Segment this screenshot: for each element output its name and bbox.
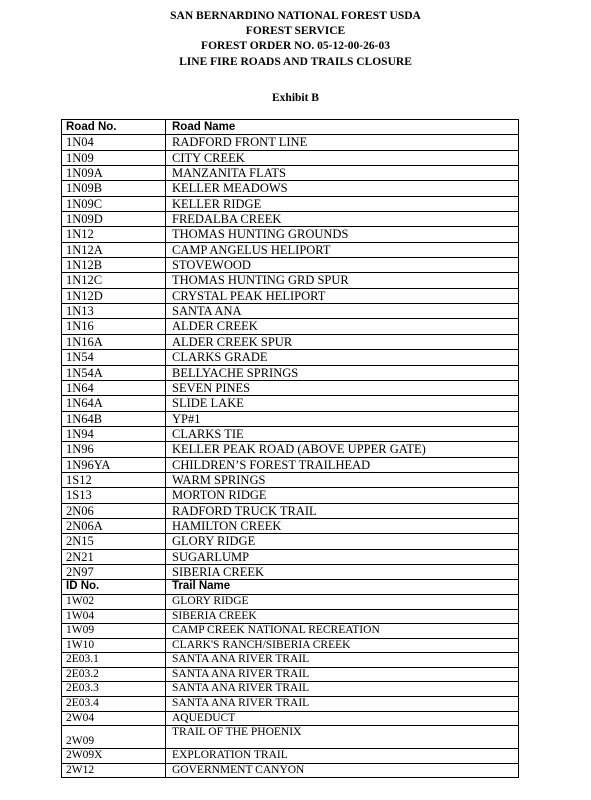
trail-row-id: 2E03.2	[62, 667, 166, 682]
trail-row-name: GLORY RIDGE	[166, 594, 519, 609]
trail-name-header: Trail Name	[166, 580, 519, 595]
road-no-header: Road No.	[62, 120, 166, 135]
road-row-name: BELLYACHE SPRINGS	[166, 365, 519, 380]
road-row	[62, 273, 519, 288]
closure-table	[61, 119, 519, 778]
trail-row-name: EXPLORATION TRAIL	[166, 749, 519, 764]
trail-row-id: 1W09	[62, 624, 166, 639]
road-row-id: 1N94	[62, 426, 166, 441]
trail-row-id: 2W09X	[62, 749, 166, 764]
trail-row-id: 1W02	[62, 594, 166, 609]
road-row-name: YP#1	[166, 411, 519, 426]
road-row	[62, 181, 519, 196]
road-row-name: CLARKS TIE	[166, 426, 519, 441]
road-row-name: KELLER RIDGE	[166, 196, 519, 211]
road-row	[62, 488, 519, 503]
trail-row-name: SANTA ANA RIVER TRAIL	[166, 697, 519, 712]
trail-row	[62, 726, 519, 749]
trail-row-id: 2W04	[62, 711, 166, 726]
road-row-id: 1N09	[62, 150, 166, 165]
road-row-id: 2N06	[62, 503, 166, 518]
road-row	[62, 304, 519, 319]
road-row-name: CLARKS GRADE	[166, 350, 519, 365]
trail-id-header: ID No.	[62, 580, 166, 595]
roads-header-row	[62, 120, 519, 135]
road-row	[62, 288, 519, 303]
trail-row-name: CLARK'S RANCH/SIBERIA CREEK	[166, 638, 519, 653]
trails-section	[62, 580, 519, 778]
trail-row-id: 2W12	[62, 763, 166, 778]
road-row-id: 2N15	[62, 534, 166, 549]
road-row-name: STOVEWOOD	[166, 258, 519, 273]
road-row-id: 1S12	[62, 472, 166, 487]
road-row-name: MORTON RIDGE	[166, 488, 519, 503]
trail-row-name: SANTA ANA RIVER TRAIL	[166, 667, 519, 682]
road-row-name: FREDALBA CREEK	[166, 212, 519, 227]
road-row-name: ALDER CREEK SPUR	[166, 334, 519, 349]
road-row-id: 1N54A	[62, 365, 166, 380]
road-row-id: 1N09D	[62, 212, 166, 227]
road-row-id: 1N64B	[62, 411, 166, 426]
road-row	[62, 242, 519, 257]
road-row-name: SUGARLUMP	[166, 549, 519, 564]
road-row-name: CRYSTAL PEAK HELIPORT	[166, 288, 519, 303]
trail-row-id: 2W09	[62, 726, 166, 749]
road-row-id: 1N64	[62, 380, 166, 395]
road-row-name: GLORY RIDGE	[166, 534, 519, 549]
road-row-id: 1N12D	[62, 288, 166, 303]
road-row-name: SANTA ANA	[166, 304, 519, 319]
trail-row-id: 2E03.4	[62, 697, 166, 712]
trails-header-row	[62, 580, 519, 595]
trail-row-name: CAMP CREEK NATIONAL RECREATION	[166, 624, 519, 639]
trail-row	[62, 697, 519, 712]
road-row	[62, 396, 519, 411]
road-row-id: 1N09B	[62, 181, 166, 196]
road-row	[62, 212, 519, 227]
road-row-id: 1N13	[62, 304, 166, 319]
road-row	[62, 150, 519, 165]
road-row-name: SEVEN PINES	[166, 380, 519, 395]
exhibit-label: Exhibit B	[272, 92, 319, 104]
road-row-name: WARM SPRINGS	[166, 472, 519, 487]
trail-row-id: 1W04	[62, 609, 166, 624]
road-row-id: 1N96YA	[62, 457, 166, 472]
road-row	[62, 534, 519, 549]
trail-row	[62, 638, 519, 653]
road-row	[62, 442, 519, 457]
road-row	[62, 426, 519, 441]
road-row-id: 1N12A	[62, 242, 166, 257]
header-order-number: FOREST ORDER NO. 05-12-00-26-03	[201, 40, 390, 53]
road-row	[62, 135, 519, 150]
trail-row	[62, 653, 519, 668]
road-row-name: MANZANITA FLATS	[166, 166, 519, 181]
road-row-id: 2N21	[62, 549, 166, 564]
road-row-id: 1N16A	[62, 334, 166, 349]
road-row-id: 2N06A	[62, 518, 166, 533]
road-row-id: 1N54	[62, 350, 166, 365]
trail-row-name: AQUEDUCT	[166, 711, 519, 726]
trail-row-id: 2E03.1	[62, 653, 166, 668]
road-row	[62, 472, 519, 487]
header-order-title: LINE FIRE ROADS AND TRAILS CLOSURE	[179, 55, 412, 68]
trail-row-name: GOVERNMENT CANYON	[166, 763, 519, 778]
trail-row-name: SIBERIA CREEK	[166, 609, 519, 624]
header-service: FOREST SERVICE	[245, 25, 346, 38]
road-row-name: CHILDREN’S FOREST TRAILHEAD	[166, 457, 519, 472]
road-row	[62, 549, 519, 564]
road-row-id: 1N12	[62, 227, 166, 242]
trail-row-name: SANTA ANA RIVER TRAIL	[166, 653, 519, 668]
document-header	[0, 9, 591, 70]
road-name-header: Road Name	[166, 120, 519, 135]
road-row	[62, 564, 519, 579]
trail-row	[62, 609, 519, 624]
road-row	[62, 457, 519, 472]
road-row	[62, 350, 519, 365]
road-row	[62, 518, 519, 533]
road-row-name: KELLER MEADOWS	[166, 181, 519, 196]
road-row-id: 2N97	[62, 564, 166, 579]
road-row-name: HAMILTON CREEK	[166, 518, 519, 533]
road-row-id: 1N64A	[62, 396, 166, 411]
road-row	[62, 503, 519, 518]
road-row	[62, 411, 519, 426]
road-row-id: 1N12B	[62, 258, 166, 273]
road-row-name: SLIDE LAKE	[166, 396, 519, 411]
road-row	[62, 258, 519, 273]
trail-row-name: SANTA ANA RIVER TRAIL	[166, 682, 519, 697]
road-row-id: 1N09A	[62, 166, 166, 181]
road-row	[62, 365, 519, 380]
road-row	[62, 334, 519, 349]
road-row	[62, 319, 519, 334]
header-agency: SAN BERNARDINO NATIONAL FOREST USDA	[170, 10, 421, 22]
trail-row	[62, 763, 519, 778]
trail-row-id: 2E03.3	[62, 682, 166, 697]
road-row-id: 1N09C	[62, 196, 166, 211]
road-row-name: THOMAS HUNTING GRD SPUR	[166, 273, 519, 288]
road-row	[62, 380, 519, 395]
road-row-name: CAMP ANGELUS HELIPORT	[166, 242, 519, 257]
road-row-name: RADFORD FRONT LINE	[166, 135, 519, 150]
road-row-name: KELLER PEAK ROAD (ABOVE UPPER GATE)	[166, 442, 519, 457]
roads-section	[62, 120, 519, 580]
trail-row	[62, 749, 519, 764]
road-row-id: 1S13	[62, 488, 166, 503]
road-row	[62, 196, 519, 211]
trail-row	[62, 624, 519, 639]
trail-row	[62, 711, 519, 726]
road-row-name: CITY CREEK	[166, 150, 519, 165]
road-row-name: SIBERIA CREEK	[166, 564, 519, 579]
road-row-name: RADFORD TRUCK TRAIL	[166, 503, 519, 518]
road-row-name: THOMAS HUNTING GROUNDS	[166, 227, 519, 242]
road-row-id: 1N16	[62, 319, 166, 334]
road-row-name: ALDER CREEK	[166, 319, 519, 334]
road-row	[62, 227, 519, 242]
road-row-id: 1N12C	[62, 273, 166, 288]
road-row-id: 1N96	[62, 442, 166, 457]
road-row	[62, 166, 519, 181]
trail-row	[62, 682, 519, 697]
trail-row-name: TRAIL OF THE PHOENIX	[166, 726, 519, 749]
road-row-id: 1N04	[62, 135, 166, 150]
trail-row	[62, 667, 519, 682]
trail-row	[62, 594, 519, 609]
trail-row-id: 1W10	[62, 638, 166, 653]
